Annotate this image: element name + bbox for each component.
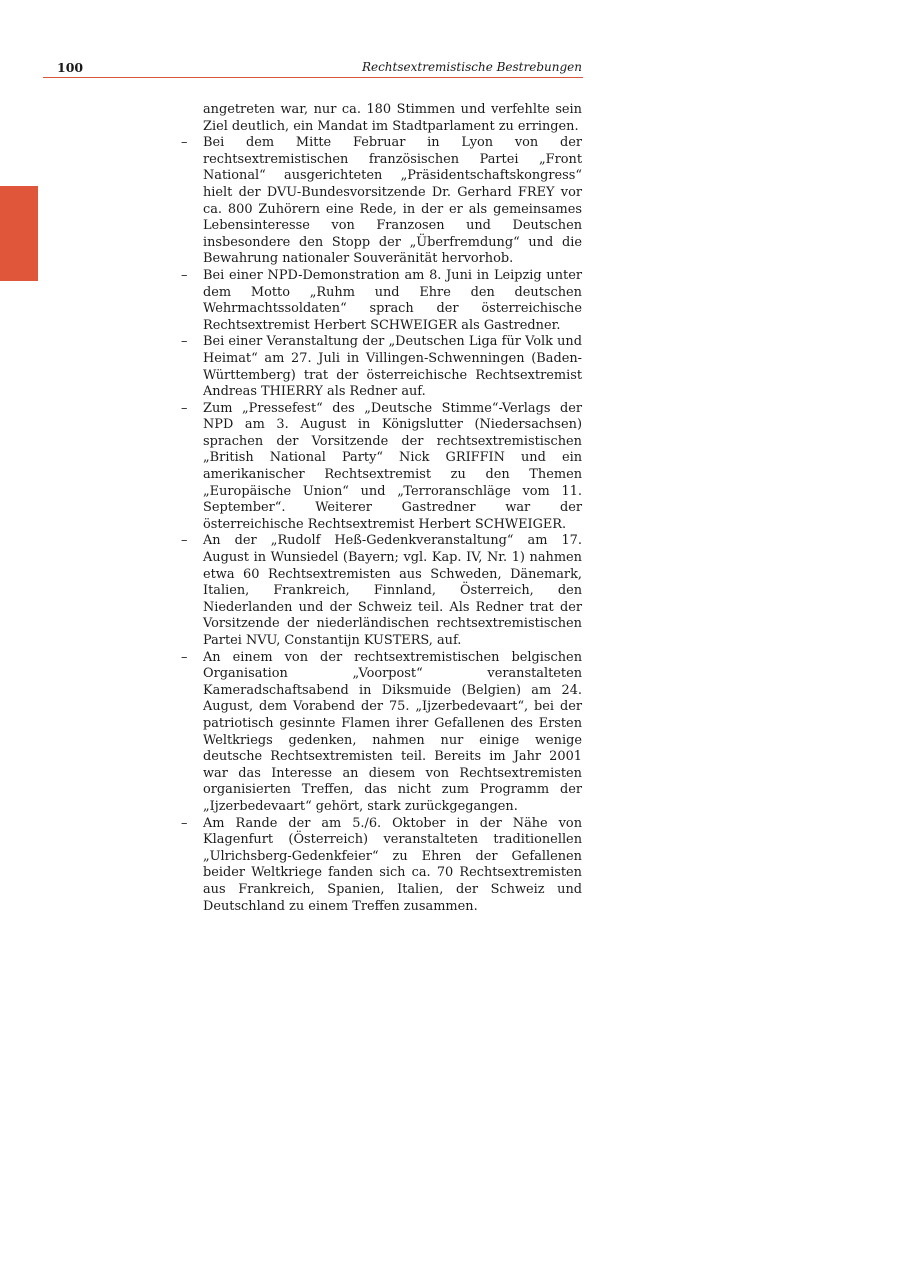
list-item — [181, 533, 582, 649]
intro-paragraph: angetreten war, nur ca. 180 Stimmen und verfehlte sein Ziel deutlich, ein Mandat im Stadtparlament zu erringen. — [203, 102, 582, 134]
list-item — [181, 815, 582, 916]
dash-marker: – — [181, 267, 188, 283]
dash-marker: – — [181, 334, 188, 350]
list-item-text: Bei dem Mitte Februar in Lyon von der rechtsextremistischen französischen Partei „Front National“ ausgerichteten „Präsidentschaftskongress“ hielt der DVU-Bundesvorsitzende Dr. Gerhard FREY vor ca. 800 Zuhörern eine Rede, in der er als gemeinsames Lebensinteresse von Franzosen und Deutschen insbesondere den Stopp der „Überfremdung“ und die Bewahrung nationaler Souveränität hervorhob. — [203, 135, 582, 267]
body-text — [181, 102, 582, 915]
list-item-text: Zum „Pressefest“ des „Deutsche Stimme“-Verlags der NPD am 3. August in Königslutter (Niedersachsen) sprachen der Vorsitzende der rechtsextremistischen „British National Party“ Nick GRIFFIN und ein amerikanischer Rechtsextremist zu den Themen „Europäische Union“ und „Terroranschläge vom 11. September“. Weiterer Gastredner war der österreichische Rechtsextremist Herbert SCHWEIGER. — [203, 400, 582, 532]
list-item — [181, 649, 582, 816]
list-item-text: An einem von der rechtsextremistischen belgischen Organisation „Voorpost“ veranstalteten Kameradschaftsabend in Diksmuide (Belgien) am 24. August, dem Vorabend der 75. „Ijzerbedevaart“, bei der patriotisch gesinnte Flamen ihrer Gefallenen des Ersten Weltkriegs gedenken, nahmen nur einige wenige deutsche Rechtsextremisten teil. Bereits im Jahr 2001 war das Interesse an diesem von Rechtsextremisten organisierten Treffen, das nicht zum Programm der „Ijzerbedevaart“ gehört, stark zurückgegangen. — [203, 649, 582, 814]
list-item-text: An der „Rudolf Heß-Gedenkveranstaltung“ am 17. August in Wunsiedel (Bayern; vgl. Kap. IV, Nr. 1) nahmen etwa 60 Rechtsextremisten aus Schweden, Dänemark, Italien, Frankreich, Finnland, Österreich, den Niederlanden und der Schweiz teil. Als Redner trat der Vorsitzende der niederländischen rechtsextremistischen Partei NVU, Constantijn KUSTERS, auf. — [203, 533, 582, 648]
list-item-text: Bei einer NPD-Demonstration am 8. Juni in Leipzig unter dem Motto „Ruhm und Ehre den deutschen Wehrmachtssoldaten“ sprach der österreichische Rechtsextremist Herbert SCHWEIGER als Gastredner. — [203, 267, 582, 333]
list-item-text: Bei einer Veranstaltung der „Deutschen Liga für Volk und Heimat“ am 27. Juli in Villingen-Schwenningen (Baden-Württemberg) trat der österreichische Rechtsextremist Andreas THIERRY als Redner auf. — [203, 334, 582, 400]
dash-marker: – — [181, 533, 188, 549]
dash-marker: – — [181, 815, 188, 831]
header-rule — [43, 77, 583, 78]
bullet-list — [181, 135, 582, 915]
list-item — [181, 135, 582, 268]
running-head: Rechtsextremistische Bestrebungen — [361, 60, 582, 74]
dash-marker: – — [181, 135, 188, 151]
list-item — [181, 334, 582, 400]
dash-marker: – — [181, 400, 188, 416]
list-item — [181, 267, 582, 334]
list-item-text: Am Rande der am 5./6. Oktober in der Nähe von Klagenfurt (Österreich) veranstalteten traditionellen „Ulrichsberg-Gedenkfeier“ zu Ehren der Gefallenen beider Weltkriege fanden sich ca. 70 Rechtsextremisten aus Frankreich, Spanien, Italien, der Schweiz und Deutschland zu einem Treffen zusammen. — [203, 815, 582, 914]
page-number: 100 — [57, 60, 84, 75]
dash-marker: – — [181, 649, 188, 665]
list-item — [181, 400, 582, 534]
chapter-side-tab — [0, 186, 38, 281]
